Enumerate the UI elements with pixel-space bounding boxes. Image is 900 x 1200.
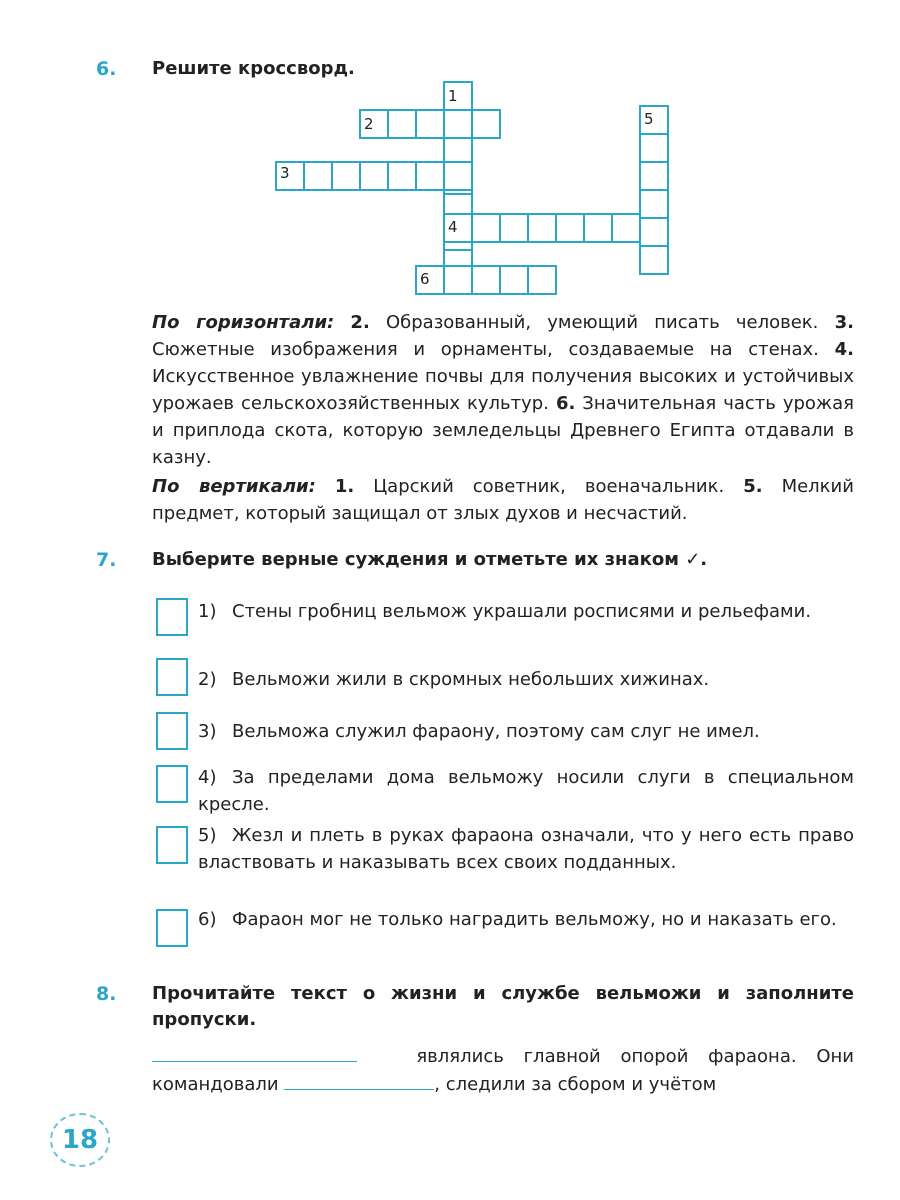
crossword-cell[interactable] <box>416 162 444 190</box>
option-5-text: Жезл и плеть в руках фараона означали, что у него есть право властвовать и наказывать всех своих подданных. <box>198 825 854 873</box>
clue-v5-text: Мелкий предмет, который защищал от злых духов и несчастий. <box>152 476 854 524</box>
crossword-cell[interactable] <box>640 134 668 162</box>
clue-h6-text: Значительная часть урожая и приплода скота, которую земледельцы Древнего Египта отдавали в казну. <box>152 393 854 468</box>
option-2-number: 2) <box>198 669 217 690</box>
option-1-number: 1) <box>198 601 217 622</box>
option-2 <box>198 666 854 693</box>
task-6-title: Решите кроссворд. <box>152 58 355 79</box>
crossword-cell[interactable] <box>528 266 556 294</box>
option-3-text: Вельможа служил фараону, поэтому сам слуг не имел. <box>232 721 760 742</box>
task-8-body <box>152 1043 854 1099</box>
clue-v1-number: 1. <box>334 476 355 497</box>
clue-h2-number: 2. <box>350 312 370 333</box>
crossword-cell[interactable] <box>444 162 472 190</box>
clue-h4-text: Искусственное увлажнение почвы для получения высоких и устойчивых урожаев сельскохозяйственных культур. <box>152 366 854 414</box>
clue-h3-text: Сюжетные изображения и орнаменты, создаваемые на стенах. <box>152 339 819 360</box>
fill-blank-2[interactable] <box>284 1088 434 1090</box>
crossword-cell[interactable] <box>332 162 360 190</box>
crossword-number-5: 5 <box>644 110 654 128</box>
task-8-part-1: являлись главной опорой фараона. Они командовали <box>152 1046 854 1095</box>
crossword-cell[interactable] <box>640 246 668 274</box>
crossword-cell[interactable] <box>304 162 332 190</box>
crossword-number-4: 4 <box>448 218 458 236</box>
option-4-text: За пределами дома вельможу носили слуги в специальном кресле. <box>198 767 854 815</box>
horizontal-heading: По горизонтали: <box>152 312 335 333</box>
clue-v1-text: Царский советник, военачальник. <box>373 476 725 497</box>
clues-horizontal <box>152 309 854 471</box>
crossword-grid <box>0 0 900 300</box>
crossword-cell[interactable] <box>472 110 500 138</box>
clues-vertical <box>152 473 854 527</box>
crossword-cell[interactable] <box>640 218 668 246</box>
task-6-number: 6. <box>96 58 117 80</box>
crossword-number-2: 2 <box>364 115 374 133</box>
crossword-number-3: 3 <box>280 164 290 182</box>
option-1-checkbox[interactable] <box>156 598 188 636</box>
task-7-number: 7. <box>96 549 117 571</box>
crossword-cell[interactable] <box>388 110 416 138</box>
option-1-text: Стены гробниц вельмож украшали росписями и рельефами. <box>232 601 812 622</box>
crossword-cell[interactable] <box>500 266 528 294</box>
fill-blank-1[interactable] <box>152 1060 357 1062</box>
crossword-number-6: 6 <box>420 270 430 288</box>
page-number-badge: 18 <box>50 1113 110 1167</box>
task-8-part-2: , следили за сбором и учётом <box>434 1074 717 1095</box>
crossword-cell[interactable] <box>640 190 668 218</box>
crossword-cell[interactable] <box>556 214 584 242</box>
crossword-cell[interactable] <box>416 110 444 138</box>
option-1 <box>198 598 854 625</box>
clue-h6-number: 6. <box>555 393 576 414</box>
option-6-checkbox[interactable] <box>156 909 188 947</box>
crossword-cell[interactable] <box>612 214 640 242</box>
option-5-checkbox[interactable] <box>156 826 188 864</box>
crossword-cell[interactable] <box>528 214 556 242</box>
option-6 <box>198 906 854 933</box>
crossword-cell[interactable] <box>444 110 472 138</box>
crossword-cell[interactable] <box>500 214 528 242</box>
crossword-cell[interactable] <box>584 214 612 242</box>
crossword-cell[interactable] <box>360 162 388 190</box>
option-5-number: 5) <box>198 825 217 846</box>
clue-h4-number: 4. <box>834 339 854 360</box>
option-2-text: Вельможи жили в скромных небольших хижинах. <box>232 669 710 690</box>
option-6-text: Фараон мог не только наградить вельможу, но и наказать его. <box>232 909 837 930</box>
crossword-cell[interactable] <box>472 266 500 294</box>
crossword-cell[interactable] <box>388 162 416 190</box>
option-5 <box>198 822 854 876</box>
option-2-checkbox[interactable] <box>156 658 188 696</box>
crossword-cell[interactable] <box>472 214 500 242</box>
crossword-number-1: 1 <box>448 87 458 105</box>
task-7-title: Выберите верные суждения и отметьте их знаком ✓. <box>152 549 708 570</box>
option-3 <box>198 718 854 745</box>
option-3-checkbox[interactable] <box>156 712 188 750</box>
crossword-cell[interactable] <box>640 162 668 190</box>
clue-h3-number: 3. <box>834 312 854 333</box>
option-4 <box>198 764 854 818</box>
option-3-number: 3) <box>198 721 217 742</box>
option-4-checkbox[interactable] <box>156 765 188 803</box>
clue-v5-number: 5. <box>743 476 763 497</box>
clue-h2-text: Образованный, умеющий писать человек. <box>385 312 819 333</box>
task-8-title: Прочитайте текст о жизни и службе вельможи и заполните пропуски. <box>152 983 854 1030</box>
crossword-cell[interactable] <box>444 266 472 294</box>
option-6-number: 6) <box>198 909 217 930</box>
vertical-heading: По вертикали: <box>152 476 316 497</box>
option-4-number: 4) <box>198 767 217 788</box>
task-8-number: 8. <box>96 983 117 1005</box>
